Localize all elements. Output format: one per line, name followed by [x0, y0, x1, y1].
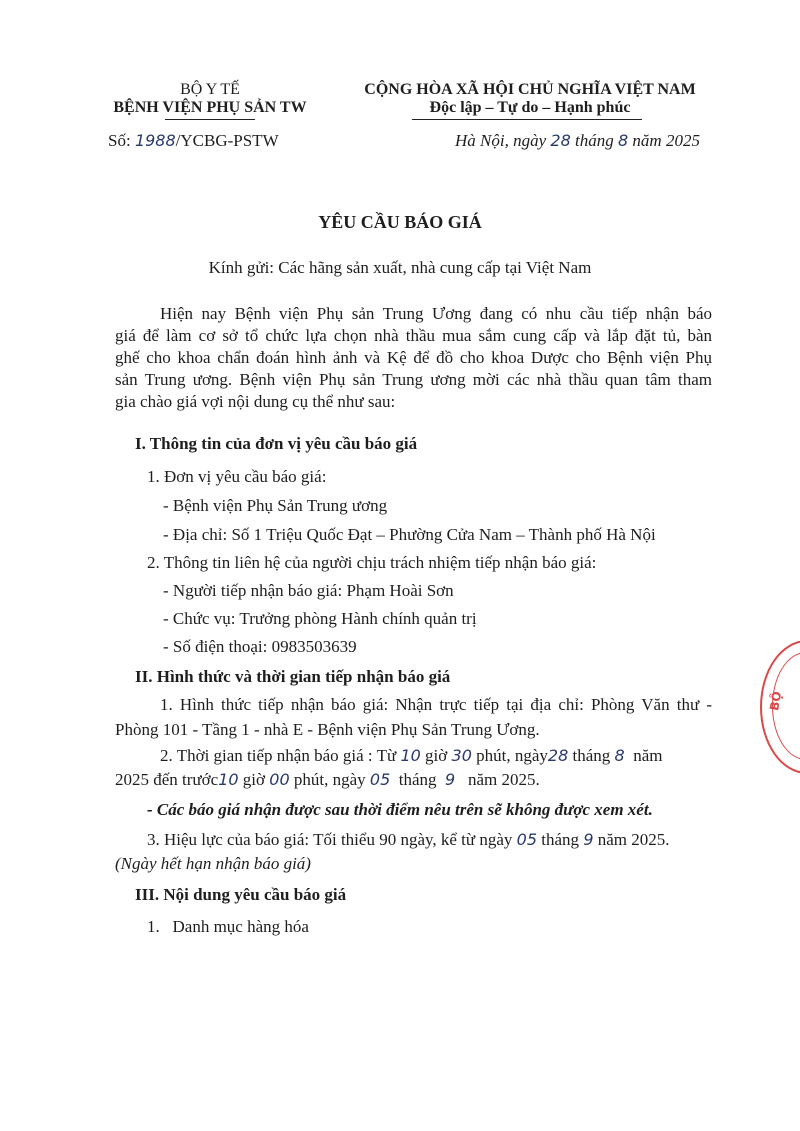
date-day-handwritten: 28 [550, 131, 571, 150]
document-number [108, 130, 279, 152]
date-year: năm 2025 [632, 131, 700, 150]
validity-month-handwritten: 9 [583, 830, 594, 849]
goods-list-item: 1. Danh mục hàng hóa [147, 917, 309, 936]
end-year-label: năm 2025. [467, 770, 540, 789]
section-2-item-1-line-2: Phòng 101 - Tầng 1 - nhà E - Bệnh viện Phụ Sản Trung Ương. [115, 720, 540, 739]
validity-day-handwritten: 05 [516, 830, 538, 849]
validity-year-label: năm 2025. [597, 830, 670, 849]
end-minute-handwritten: 00 [269, 770, 290, 789]
validity-month-label: tháng [541, 830, 580, 849]
document-title: YÊU CẦU BÁO GIÁ [318, 212, 482, 232]
number-suffix: /YCBG-PSTW [175, 131, 279, 150]
issue-date [455, 130, 700, 152]
date-month-handwritten: 8 [617, 131, 629, 150]
intro-line-4: sản Trung ương. Bệnh viện Phụ sản Trung ương mời các nhà thầu quan tâm tham [115, 370, 712, 389]
number-prefix: Số: [108, 131, 131, 150]
section-3-heading: III. Nội dung yêu cầu báo giá [135, 885, 347, 904]
end-year-prefix: 2025 đến trước [115, 770, 219, 789]
date-month-label: tháng [575, 131, 614, 150]
intro-line-5: gia chào giá vợi nội dung cụ thể như sau: [115, 392, 396, 411]
section-1-item-1: 1. Đơn vị yêu cầu báo giá: [147, 467, 327, 486]
national-motto: Độc lập – Tự do – Hạnh phúc [429, 99, 631, 116]
section-2-item-3 [147, 829, 670, 851]
hospital-name: BỆNH VIỆN PHỤ SẢN TW [113, 99, 307, 116]
section-2-item-2-line-1 [160, 745, 663, 767]
intro-line-1: Hiện nay Bệnh viện Phụ sản Trung Ương đang có nhu cầu tiếp nhận báo [160, 304, 712, 323]
country-name: CỘNG HÒA XÃ HỘI CHỦ NGHĨA VIỆT NAM [364, 81, 696, 98]
ministry-name: BỘ Y TẾ [180, 81, 240, 98]
unit-address: - Địa chỉ: Số 1 Triệu Quốc Đạt – Phường Cửa Nam – Thành phố Hà Nội [163, 525, 656, 544]
start-month-handwritten: 8 [614, 746, 625, 765]
receiver-phone: - Số điện thoại: 0983503639 [163, 637, 357, 656]
section-2-item-1-line-1: 1. Hình thức tiếp nhận báo giá: Nhận trực tiếp tại địa chỉ: Phòng Văn thư - [160, 695, 712, 714]
validity-label: 3. Hiệu lực của báo giá: Tối thiểu 90 ngày, kể từ ngày [147, 830, 513, 849]
time-label: 2. Thời gian tiếp nhận báo giá : Từ [160, 746, 397, 765]
end-minute-day-label: phút, ngày [293, 770, 366, 789]
unit-name: - Bệnh viện Phụ Sản Trung ương [163, 496, 388, 515]
section-2-item-2-line-2 [115, 769, 540, 791]
section-1-heading: I. Thông tin của đơn vị yêu cầu báo giá [135, 434, 418, 453]
start-minute-handwritten: 30 [451, 746, 472, 765]
intro-line-2: giá để làm cơ sở tổ chức lựa chọn nhà thầu mua sắm cung cấp và lắp đặt tủ, bàn [115, 326, 712, 345]
start-day-handwritten: 28 [547, 746, 569, 765]
end-month-label: tháng [398, 770, 437, 789]
hospital-underline [165, 119, 255, 120]
end-day-handwritten: 05 [369, 770, 391, 789]
end-hour-label: giờ [242, 770, 266, 789]
minute-day-label: phút, ngày [476, 746, 548, 765]
official-stamp [760, 640, 800, 774]
motto-underline [412, 119, 642, 120]
late-submission-note: - Các báo giá nhận được sau thời điểm nêu trên sẽ không được xem xét. [147, 800, 653, 819]
end-hour-handwritten: 10 [218, 770, 239, 789]
intro-line-3: ghế cho khoa chẩn đoán hình ảnh và Kệ để đồ cho khoa Dược cho Bệnh viện Phụ [115, 348, 712, 367]
stamp-text: BỘ [767, 690, 785, 712]
year-label: năm [633, 746, 663, 765]
end-month-handwritten: 9 [445, 770, 456, 789]
number-handwritten: 1988 [134, 131, 176, 150]
date-prefix: Hà Nội, ngày [455, 131, 547, 150]
section-1-item-2: 2. Thông tin liên hệ của người chịu trách nhiệm tiếp nhận báo giá: [147, 553, 597, 572]
recipient-line: Kính gửi: Các hãng sản xuất, nhà cung cấp tại Việt Nam [208, 258, 592, 277]
start-hour-handwritten: 10 [400, 746, 421, 765]
hour-label: giờ [425, 746, 448, 765]
receiver-position: - Chức vụ: Trưởng phòng Hành chính quản trị [163, 609, 477, 628]
month-label: tháng [572, 746, 611, 765]
section-2-heading: II. Hình thức và thời gian tiếp nhận báo giá [135, 667, 451, 686]
validity-note: (Ngày hết hạn nhận báo giá) [115, 854, 311, 873]
receiver-name: - Người tiếp nhận báo giá: Phạm Hoài Sơn [163, 581, 454, 600]
